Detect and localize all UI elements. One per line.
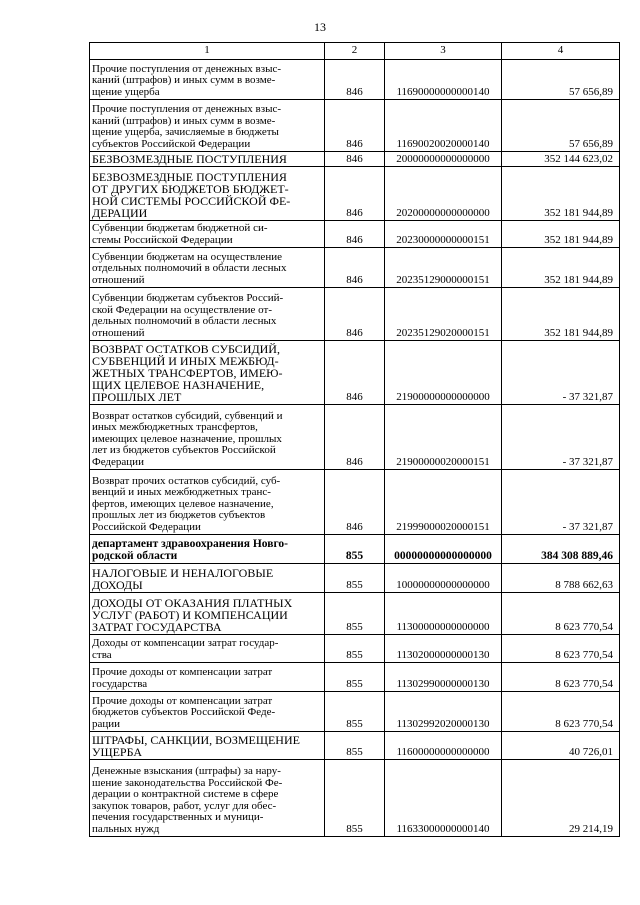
row-amount-cell: 8 623 770,54 [502,593,620,635]
row-name-cell: Доходы от компенсации затрат государ- ства [90,635,325,663]
row-name-cell: Прочие поступления от денежных взыс- каний (штрафов) и иных сумм в возме- щение ущерба [90,60,325,100]
row-name-cell: Субвенции бюджетам на осуществление отдельных полномочий в области лесных отношений [90,248,325,288]
row-kbk-cell: 11300000000000000 [385,593,502,635]
row-amount-cell: 57 656,89 [502,100,620,152]
row-kbk-cell: 11690000000000140 [385,60,502,100]
row-amount-cell: 352 181 944,89 [502,288,620,341]
row-kbk-cell: 10000000000000000 [385,564,502,593]
row-code-cell: 846 [325,221,385,248]
table-row [90,635,620,663]
row-code-cell: 846 [325,405,385,470]
row-name-cell: Прочие поступления от денежных взыс- каний (штрафов) и иных сумм в возме- щение ущерба, зачисляемые в бюджеты субъектов Российской Федерации [90,100,325,152]
column-header-3: 3 [385,43,502,60]
table-row [90,100,620,152]
column-header-2: 2 [325,43,385,60]
row-name-cell: департамент здравоохранения Новго- родской области [90,535,325,564]
row-name-cell: Субвенции бюджетам бюджетной си- стемы Российской Федерации [90,221,325,248]
row-code-cell: 855 [325,564,385,593]
row-kbk-cell: 20000000000000000 [385,152,502,167]
table-row [90,663,620,692]
table-row [90,564,620,593]
row-kbk-cell: 11600000000000000 [385,732,502,760]
row-amount-cell: 8 623 770,54 [502,692,620,732]
row-amount-cell: - 37 321,87 [502,470,620,535]
row-amount-cell: - 37 321,87 [502,405,620,470]
row-name-cell: Денежные взыскания (штрафы) за нару- шение законодательства Российской Фе- дерации о контрактной системе в сфере закупок товаров, работ, услуг для обес- печения государственных и муници- пальных нужд [90,760,325,837]
row-name-cell: БЕЗВОЗМЕЗДНЫЕ ПОСТУПЛЕНИЯ ОТ ДРУГИХ БЮДЖЕТОВ БЮДЖЕТ- НОЙ СИСТЕМЫ РОССИЙСКОЙ ФЕ- ДЕРАЦИИ [90,167,325,221]
column-header-4: 4 [502,43,620,60]
table-row [90,535,620,564]
row-code-cell: 846 [325,248,385,288]
row-kbk-cell: 20200000000000000 [385,167,502,221]
row-amount-cell: 8 623 770,54 [502,663,620,692]
row-code-cell: 846 [325,60,385,100]
row-amount-cell: 352 181 944,89 [502,248,620,288]
row-amount-cell: 8 788 662,63 [502,564,620,593]
row-code-cell: 846 [325,470,385,535]
table-row [90,167,620,221]
row-kbk-cell: 11302990000000130 [385,663,502,692]
table-row [90,341,620,405]
table-header-row [90,43,620,60]
row-kbk-cell: 20230000000000151 [385,221,502,248]
column-header-1: 1 [90,43,325,60]
row-code-cell: 855 [325,593,385,635]
row-amount-cell: 352 181 944,89 [502,167,620,221]
row-kbk-cell: 11633000000000140 [385,760,502,837]
row-code-cell: 855 [325,635,385,663]
row-code-cell: 846 [325,152,385,167]
table-row [90,248,620,288]
row-name-cell: Возврат остатков субсидий, субвенций и иных межбюджетных трансфертов, имеющих целевое назначение, прошлых лет из бюджетов субъектов Российской Федерации [90,405,325,470]
row-amount-cell: 40 726,01 [502,732,620,760]
row-code-cell: 846 [325,341,385,405]
table-row [90,221,620,248]
row-kbk-cell: 20235129000000151 [385,248,502,288]
row-kbk-cell: 11302992020000130 [385,692,502,732]
row-amount-cell: 29 214,19 [502,760,620,837]
row-name-cell: Прочие доходы от компенсации затрат бюджетов субъектов Российской Феде- рации [90,692,325,732]
row-kbk-cell: 20235129020000151 [385,288,502,341]
row-amount-cell: - 37 321,87 [502,341,620,405]
row-amount-cell: 352 144 623,02 [502,152,620,167]
row-kbk-cell: 00000000000000000 [385,535,502,564]
table-row [90,760,620,837]
row-name-cell: ВОЗВРАТ ОСТАТКОВ СУБСИДИЙ, СУБВЕНЦИЙ И ИНЫХ МЕЖБЮД- ЖЕТНЫХ ТРАНСФЕРТОВ, ИМЕЮ- ЩИХ ЦЕЛЕВОЕ НАЗНАЧЕНИЕ, ПРОШЛЫХ ЛЕТ [90,341,325,405]
row-code-cell: 855 [325,663,385,692]
row-kbk-cell: 21999000020000151 [385,470,502,535]
row-code-cell: 846 [325,100,385,152]
row-code-cell: 855 [325,692,385,732]
row-name-cell: Возврат прочих остатков субсидий, суб- венций и иных межбюджетных транс- фертов, имеющих целевое назначение, прошлых лет из бюджетов субъектов Российской Федерации [90,470,325,535]
table-row [90,152,620,167]
row-amount-cell: 352 181 944,89 [502,221,620,248]
table-row [90,593,620,635]
row-kbk-cell: 11302000000000130 [385,635,502,663]
row-name-cell: Прочие доходы от компенсации затрат государства [90,663,325,692]
revenue-table [89,42,620,837]
table-row [90,732,620,760]
row-amount-cell: 384 308 889,46 [502,535,620,564]
row-amount-cell: 57 656,89 [502,60,620,100]
row-code-cell: 846 [325,288,385,341]
table-row [90,405,620,470]
row-code-cell: 846 [325,167,385,221]
table-row [90,288,620,341]
row-name-cell: ДОХОДЫ ОТ ОКАЗАНИЯ ПЛАТНЫХ УСЛУГ (РАБОТ) И КОМПЕНСАЦИИ ЗАТРАТ ГОСУДАРСТВА [90,593,325,635]
row-code-cell: 855 [325,535,385,564]
table-row [90,60,620,100]
table-row [90,692,620,732]
row-kbk-cell: 11690020020000140 [385,100,502,152]
row-name-cell: ШТРАФЫ, САНКЦИИ, ВОЗМЕЩЕНИЕ УЩЕРБА [90,732,325,760]
page-number: 13 [314,20,326,34]
row-name-cell: НАЛОГОВЫЕ И НЕНАЛОГОВЫЕ ДОХОДЫ [90,564,325,593]
row-code-cell: 855 [325,732,385,760]
row-name-cell: Субвенции бюджетам субъектов Россий- ской Федерации на осуществление от- дельных полномочий в области лесных отношений [90,288,325,341]
row-kbk-cell: 21900000020000151 [385,405,502,470]
row-amount-cell: 8 623 770,54 [502,635,620,663]
row-code-cell: 855 [325,760,385,837]
table-row [90,470,620,535]
row-kbk-cell: 21900000000000000 [385,341,502,405]
row-name-cell: БЕЗВОЗМЕЗДНЫЕ ПОСТУПЛЕНИЯ [90,152,325,167]
revenue-table-body [90,43,620,837]
